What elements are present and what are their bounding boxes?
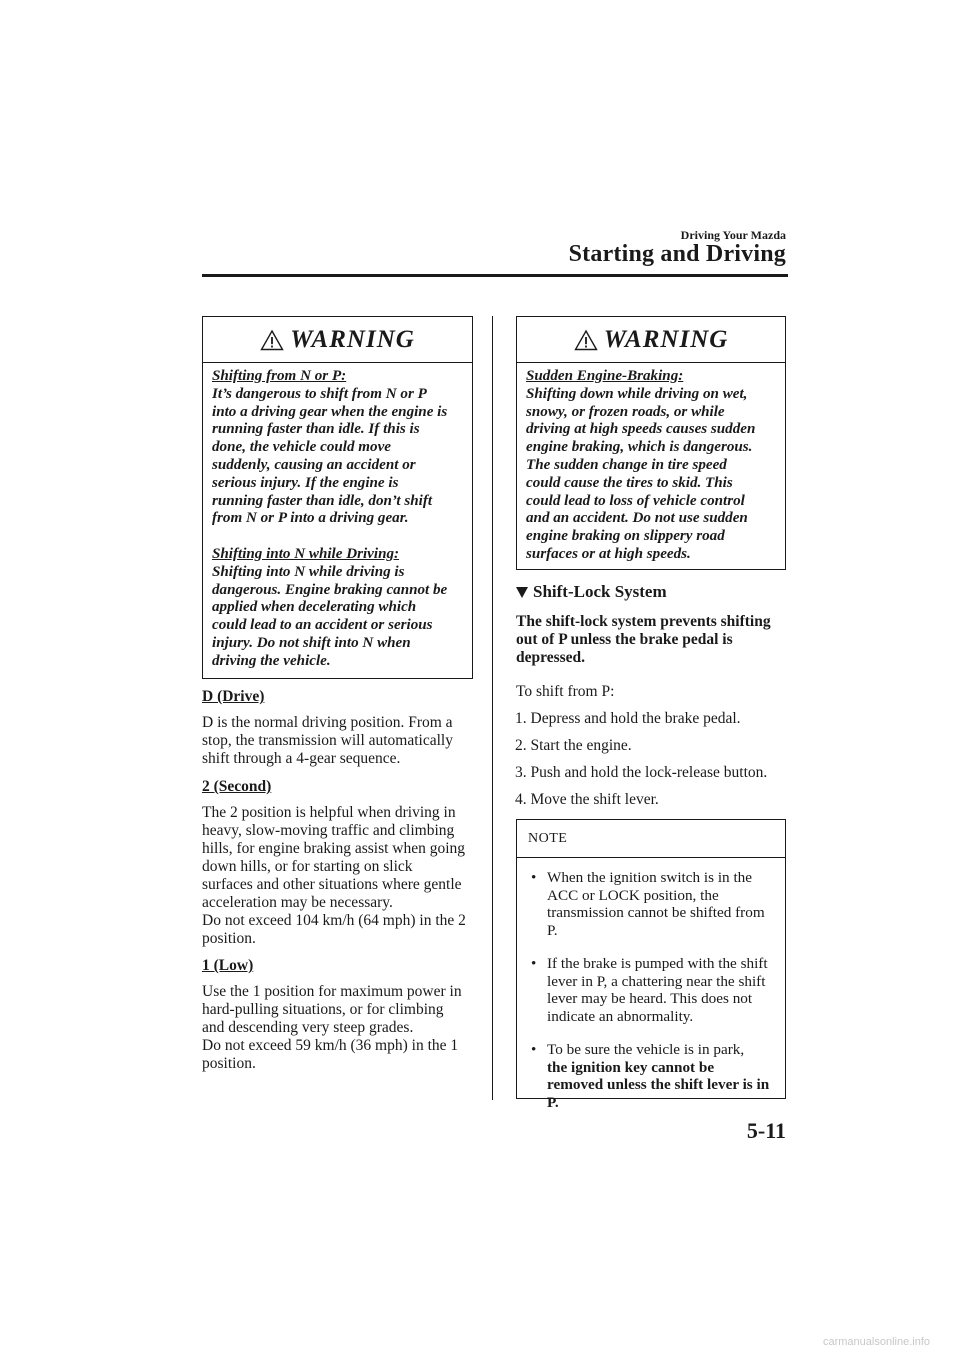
note-list (517, 858, 785, 1111)
warning-line: done, the vehicle could move (212, 439, 391, 456)
warning-line: serious injury. If the engine is (212, 474, 399, 491)
step-item: 2. Start the engine. (515, 737, 632, 754)
text-line: heavy, slow-moving traffic and climbing (202, 822, 455, 839)
warning-line: Shifting down while driving on wet, (526, 385, 748, 402)
note-label: NOTE (517, 820, 785, 858)
second-text (202, 804, 466, 948)
text-line: indicate an abnormality. (547, 1007, 694, 1025)
warning-line: from N or P into a driving gear. (212, 510, 409, 527)
warning-triangle-icon (574, 329, 598, 351)
text-line: Use the 1 position for maximum power in (202, 983, 462, 1000)
text-line: surfaces and other situations where gentle (202, 876, 462, 893)
text-line: removed unless the shift lever is in (547, 1076, 770, 1093)
warning-line: into a driving gear when the engine is (212, 403, 448, 420)
text-line: position. (202, 930, 256, 947)
warning-line: It’s dangerous to shift from N or P (212, 385, 427, 402)
warning-subtitle: Sudden Engine-Braking: (526, 368, 684, 384)
shift-lock-heading (516, 582, 667, 602)
text-line: P. (547, 921, 558, 939)
warning-box-shifting (202, 316, 473, 679)
text-line: P. (547, 1093, 559, 1111)
bullet-icon: • (531, 869, 537, 886)
text-line: hard-pulling situations, or for climbing (202, 1001, 444, 1018)
text-line: lever in P, a chattering near the shift (547, 972, 766, 990)
note-box (516, 819, 786, 1111)
warning-line: running faster than idle, don’t shift (212, 492, 433, 509)
shift-lock-intro (516, 613, 771, 667)
bullet-icon: • (531, 1041, 537, 1058)
text-line: If the brake is pumped with the shift (547, 955, 768, 972)
warning-line: The sudden change in tire speed (526, 456, 727, 473)
text-line: D is the normal driving position. From a (202, 714, 453, 731)
text-line: When the ignition switch is in the (547, 869, 753, 886)
warning-line: injury. Do not shift into N when (212, 634, 411, 651)
text-line: The 2 position is helpful when driving in (202, 804, 456, 821)
text-line: acceleration may be necessary. (202, 894, 393, 911)
warning-header (203, 317, 472, 363)
shift-lock-heading-text: Shift-Lock System (533, 582, 667, 601)
note-item (531, 1041, 779, 1111)
drive-heading: D (Drive) (202, 688, 265, 705)
step-item: 1. Depress and hold the brake pedal. (515, 710, 741, 727)
warning-line: engine braking, which is dangerous. (526, 439, 753, 456)
text-line: down hills, or for starting on slick (202, 858, 413, 875)
text-line: Do not exceed 104 km/h (64 mph) in the 2 (202, 912, 466, 929)
text-line: Do not exceed 59 km/h (36 mph) in the 1 (202, 1037, 459, 1054)
low-heading: 1 (Low) (202, 957, 254, 974)
warning-line: and an accident. Do not use sudden (526, 510, 748, 527)
bullet-icon: • (531, 955, 537, 972)
warning-line: driving at high speeds causes sudden (526, 421, 756, 438)
text-line: ACC or LOCK position, the (547, 886, 719, 904)
text-line: lever may be heard. This does not (547, 990, 753, 1007)
watermark: carmanualsonline.info (822, 1336, 930, 1348)
warning-line: running faster than idle. If this is (212, 421, 420, 438)
text-line: the ignition key cannot be (547, 1058, 715, 1076)
step-item: 3. Push and hold the lock-release button. (515, 764, 768, 781)
text-line: To be sure the vehicle is in park, (547, 1041, 745, 1058)
warning-label: WARNING (290, 325, 415, 353)
warning-line: could lead to an accident or serious (212, 617, 433, 634)
column-divider (492, 316, 493, 1100)
text-line: The shift-lock system prevents shifting (516, 613, 771, 630)
warning-line: suddenly, causing an accident or (212, 456, 416, 473)
warning-label: WARNING (603, 325, 729, 353)
warning-subtitle: Shifting into N while Driving: (212, 545, 400, 562)
warning-line: driving the vehicle. (212, 652, 331, 669)
header-rule (202, 274, 788, 277)
warning-triangle-icon (260, 329, 284, 351)
running-header-section: Driving Your Mazda (680, 228, 786, 242)
text-line: shift through a 4-gear sequence. (202, 750, 401, 767)
page-number: 5-11 (746, 1118, 786, 1143)
warning-box-engine-braking (516, 316, 786, 570)
warning-line: dangerous. Engine braking cannot be (212, 581, 448, 598)
warning-line: could cause the tires to skid. This (526, 474, 733, 491)
note-item (531, 869, 779, 939)
text-line: depressed. (516, 649, 586, 666)
warning-line: engine braking on slippery road (526, 528, 725, 545)
text-line: and descending very steep grades. (202, 1019, 414, 1036)
warning-line: snowy, or frozen roads, or while (526, 403, 725, 420)
section-marker-icon (516, 587, 528, 598)
warning-subtitle: Shifting from N or P: (212, 368, 347, 384)
text-line: stop, the transmission will automatically (202, 732, 453, 749)
warning-line: Shifting into N while driving is (212, 563, 405, 580)
low-text (202, 983, 462, 1073)
second-heading: 2 (Second) (202, 778, 272, 795)
running-header-title: Starting and Driving (568, 241, 786, 267)
step-item: 4. Move the shift lever. (515, 791, 659, 808)
warning-header (517, 317, 785, 363)
text-line: hills, for engine braking assist when going (202, 840, 466, 857)
text-line: transmission cannot be shifted from (547, 904, 765, 921)
warning-body (517, 363, 785, 564)
text-line: out of P unless the brake pedal is (516, 631, 733, 648)
text-line: position. (202, 1055, 256, 1072)
warning-line: could lead to loss of vehicle control (526, 492, 745, 509)
note-item (531, 955, 779, 1025)
warning-line: surfaces or at high speeds. (526, 545, 691, 562)
shift-lock-lead: To shift from P: (516, 683, 615, 700)
drive-text (202, 714, 453, 768)
warning-line: applied when decelerating which (212, 599, 417, 616)
warning-body (203, 363, 472, 671)
